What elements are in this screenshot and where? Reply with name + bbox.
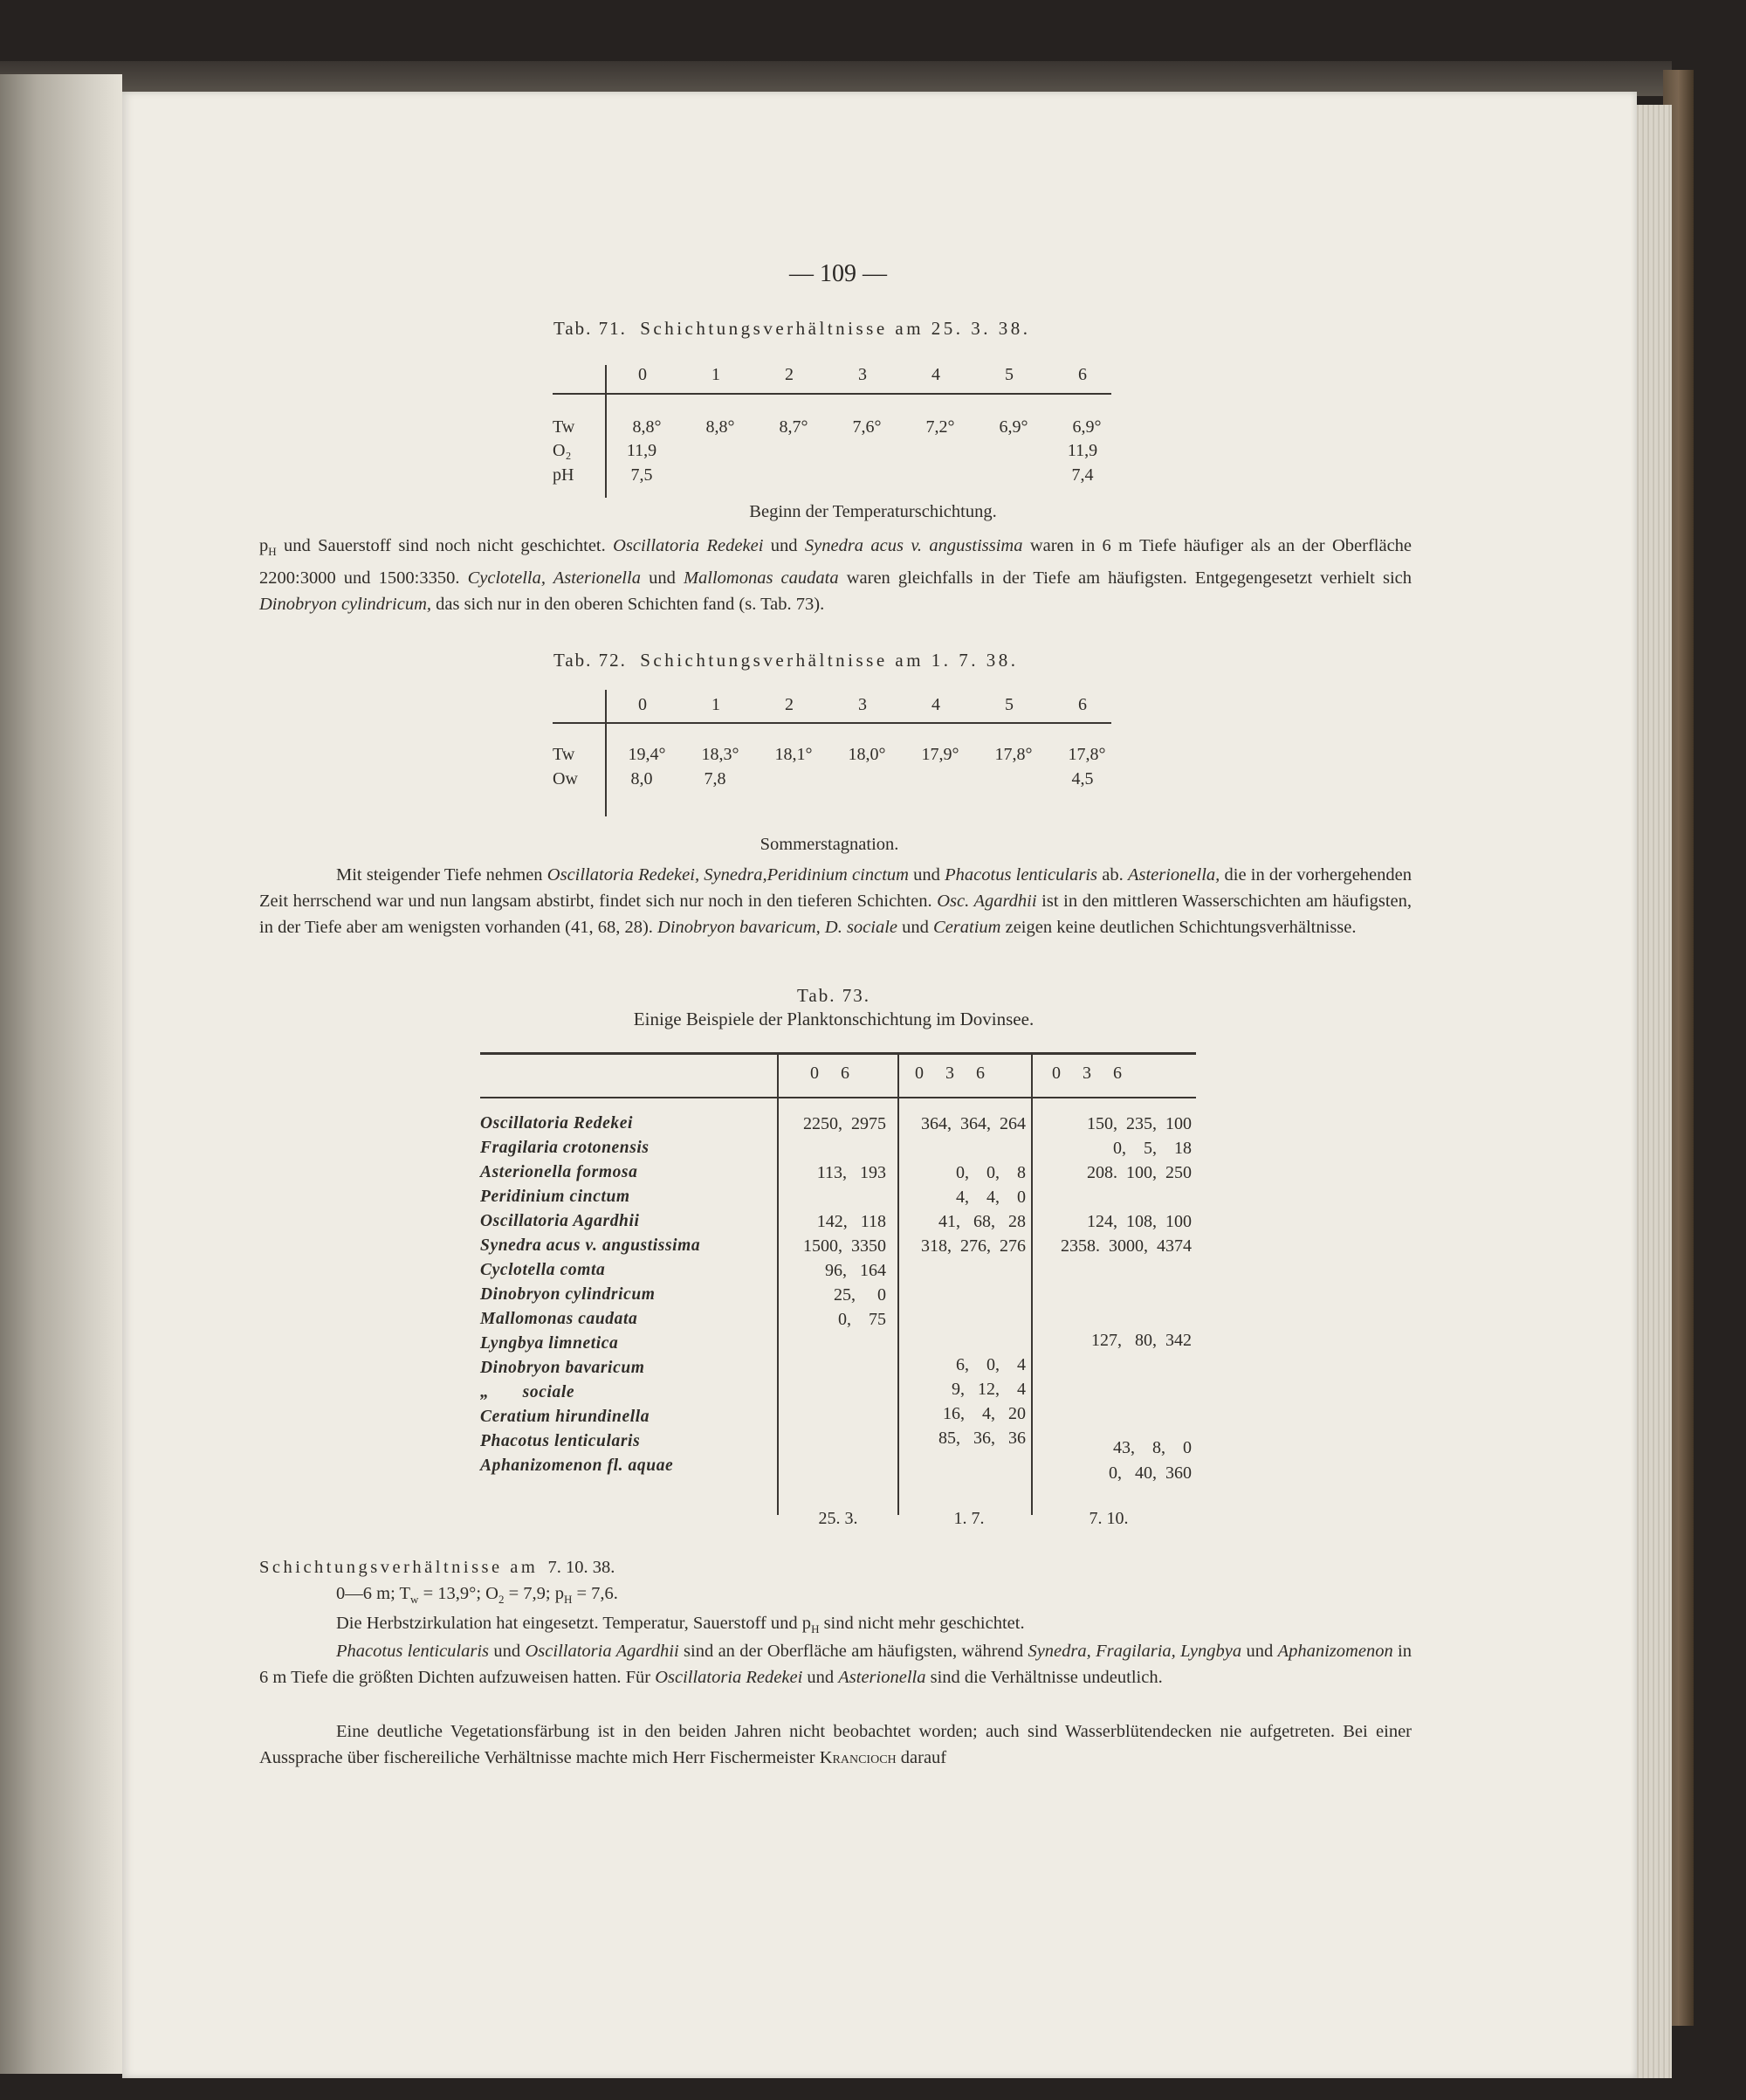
tab72-hline [553,722,1111,724]
text: sind an der Oberfläche am häufigsten, während [678,1642,1028,1661]
tab73-value: 1500, 3350 [803,1236,886,1256]
text: Die Herbstzirkulation hat eingesetzt. Temperatur, Sauerstoff und p [336,1614,812,1633]
tab73-species: Dinobryon bavaricum [480,1359,645,1377]
text: p [259,536,269,555]
tab73-species: Asterionella formosa [480,1163,638,1181]
tab73-species: Dinobryon cylindricum [480,1285,656,1304]
tab71-caption: Beginn der Temperaturschichtung. [749,502,997,521]
tab73-footer-date: 7. 10. [1089,1509,1129,1528]
tab72-cell: 17,8° [1068,745,1106,764]
text: sind die Verhältnisse undeutlich. [925,1668,1163,1687]
tab73-value: 208. 100, 250 [1087,1163,1192,1182]
text: Schichtungsverhältnisse am [259,1558,539,1577]
tab71-col-0: 0 [638,365,647,384]
tab72-col-2: 2 [785,695,794,714]
tab73-footer-date: 25. 3. [818,1509,858,1528]
tab73-vline-1 [777,1055,779,1515]
section-heading [259,1558,615,1578]
paragraph-5 [259,1718,1412,1771]
tab73-subtitle: Einige Beispiele der Planktonschichtung im Dovinsee. [633,1009,1035,1029]
tab71-cell: 7,6° [852,417,882,437]
species-name: Synedra acus v. angustissima [804,536,1023,555]
tab71-cell: 8,8° [705,417,735,437]
tab71-cell: 7,2° [925,417,955,437]
measurements-line [336,1584,618,1607]
tab73-species: „ sociale [480,1383,575,1401]
text: = 13,9°; O [418,1584,498,1603]
paragraph-4 [259,1638,1412,1690]
text: H [563,1593,573,1607]
tab72-col-1: 1 [711,695,720,714]
tab73-value: 0, 40, 360 [1109,1463,1192,1483]
tab72-row-label: Ow [553,769,578,788]
tab71-vline [605,365,607,498]
tab71-cell: 6,9° [1072,417,1102,437]
text: ist in den mittleren Wasserschichten am häufigsten, in der Tiefe aber am wenigsten vorhanden (41, 68, 28). [259,892,1412,937]
tab72-label: Tab. 72. [553,650,627,671]
tab73-header-rule [480,1097,1196,1098]
tab72-heading: Schichtungsverhältnisse am 1. 7. 38. [640,650,1019,671]
tab73-species: Oscillatoria Redekei [480,1114,634,1133]
tab72-col-3: 3 [858,695,867,714]
tab71-heading: Schichtungsverhältnisse am 25. 3. 38. [640,318,1031,339]
tab73-value: 127, 80, 342 [1091,1331,1192,1350]
tab71-col-3: 3 [858,365,867,384]
page-number: — 109 — [789,260,887,287]
text: und [802,1668,839,1687]
species-name: Dinobryon cylindricum, [259,595,431,615]
tab71-cell: 6,9° [999,417,1028,437]
tab73-value: 2358. 3000, 4374 [1061,1236,1192,1256]
text: und [908,865,945,885]
tab72-vline [605,690,607,816]
tab73-value: 41, 68, 28 [938,1212,1026,1231]
species-name: Mallomonas caudata [683,568,839,589]
text: 7. 10. 38. [547,1558,615,1577]
tab73-header-g3: 0 3 6 [1052,1064,1123,1083]
tab73-species: Phacotus lenticularis [480,1432,641,1450]
tab73-value: 9, 12, 4 [952,1380,1026,1399]
tab73-value: 43, 8, 0 [1113,1438,1192,1457]
tab72-title [553,650,1019,671]
person-name: Krancioch [819,1748,897,1767]
text: Mit steigender Tiefe nehmen [336,865,547,885]
tab73-value: 318, 276, 276 [921,1236,1026,1256]
tab72-row-label: Tw [553,745,575,764]
text: und [1241,1642,1278,1661]
text: = 7,6. [572,1584,618,1603]
tab71-cell: 11,9 [626,441,657,460]
tab73-value: 124, 108, 100 [1087,1212,1192,1231]
text: = 7,9; p [504,1584,564,1603]
text: und [897,918,934,937]
text: in 6 m Tiefe die größten Dichten aufzuweisen hatten. Für [259,1642,1413,1687]
text: die in der vorhergehenden Zeit herrschend war und nun langsam abstirbt, findet sich nur noch in den tieferen Schichten. [259,865,1412,911]
text: H [268,545,277,559]
tab72-cell: 18,0° [848,745,886,764]
species-name: Ceratium [933,918,1001,937]
tab73-species: Synedra acus v. angustissima [480,1236,701,1255]
tab71-cell: 7,4 [1071,465,1094,485]
species-name: Cyclotella, Asterionella [467,568,641,589]
tab73-value: 6, 0, 4 [956,1355,1026,1374]
tab72-cell: 4,5 [1071,769,1094,788]
species-name: Oscillatoria Redekei [613,536,764,555]
paragraph-1 [259,533,1412,617]
tab71-col-6: 6 [1078,365,1087,384]
tab72-cell: 18,1° [774,745,813,764]
tab71-cell: 8,8° [632,417,662,437]
tab73-value: 25, 0 [834,1285,886,1305]
tab72-cell: 17,8° [994,745,1033,764]
tab73-species: Cyclotella comta [480,1261,606,1279]
tab71-cell: 11,9 [1067,441,1098,460]
text: 0—6 m; T [336,1584,411,1603]
tab73-value: 150, 235, 100 [1087,1114,1192,1133]
text: sind nicht mehr geschichtet. [819,1614,1025,1633]
tab73-value: 0, 75 [838,1310,886,1329]
paragraph-2 [259,862,1412,940]
book-page [122,92,1637,2078]
tab71-label: Tab. 71. [553,318,627,339]
text: und [640,568,684,589]
text: zeigen keine deutlichen Schichtungsverhältnisse. [1000,918,1357,937]
tab73-value: 2250, 2975 [803,1114,886,1133]
species-name: Aphanizomenon [1277,1642,1393,1661]
species-name: Synedra, Fragilaria, Lyngbya [1028,1642,1242,1661]
tab73-value: 0, 5, 18 [1113,1139,1192,1158]
species-name: Asterionella [838,1668,926,1687]
tab72-cell: 8,0 [630,769,653,788]
tab73-value: 4, 4, 0 [956,1188,1026,1207]
tab71-cell: 7,5 [630,465,653,485]
tab73-species: Aphanizomenon fl. aquae [480,1456,674,1475]
tab72-cell: 7,8 [704,769,726,788]
text: und [489,1642,526,1661]
tab73-species: Fragilaria crotonensis [480,1139,650,1157]
tab73-species: Lyngbya limnetica [480,1334,619,1353]
tab73-title: Tab. 73. [797,985,870,1006]
tab71-row-label: O₂ [553,441,572,460]
tab72-col-6: 6 [1078,695,1087,714]
tab73-value: 16, 4, 20 [943,1404,1026,1423]
text: das sich nur in den oberen Schichten fand (s. Tab. 73). [431,595,825,615]
text: w [410,1593,419,1607]
tab72-caption: Sommerstagnation. [760,835,899,854]
tab73-footer-date: 1. 7. [953,1509,985,1528]
tab71-cell: 8,7° [779,417,808,437]
species-name: Asterionella, [1127,865,1220,885]
text: und [763,536,805,555]
book-cover-top [0,61,1672,96]
species-name: Osc. Agardhii [937,892,1037,911]
text: waren in 6 m Tiefe häufiger als an der Oberfläche 2200:3000 und 1500:3350. [259,536,1413,589]
species-name: Oscillatoria Redekei, Synedra,Peridinium cinctum [546,865,909,885]
tab73-header-g1: 0 6 [810,1064,850,1083]
tab71-row-label: Tw [553,417,575,437]
tab71-col-2: 2 [785,365,794,384]
tab73-value: 142, 118 [816,1212,886,1231]
book-spine [0,74,122,2074]
species-name: Dinobryon bavaricum, D. sociale [657,918,898,937]
text: Eine deutliche Vegetationsfärbung ist in den beiden Jahren nicht beobachtet worden; auch sind Wasserblütendecken nie aufgetreten. Bei einer Aussprache über fischereiliche Verhältnisse machte mich Herr Fischermeister [259,1722,1412,1767]
tab73-top-rule [480,1052,1196,1055]
text: ab. [1097,865,1128,885]
tab73-species: Ceratium hirundinella [480,1408,650,1426]
tab71-col-5: 5 [1005,365,1014,384]
text: H [811,1622,820,1636]
tab71-title [553,318,1031,340]
tab72-cell: 17,9° [921,745,959,764]
tab71-hline [553,393,1111,395]
tab73-value: 85, 36, 36 [938,1429,1026,1448]
tab72-cell: 18,3° [701,745,739,764]
tab71-col-1: 1 [711,365,720,384]
species-name: Oscillatoria Agardhii [525,1642,679,1661]
tab73-value: 0, 0, 8 [956,1163,1026,1182]
tab71-row-label: pH [553,465,574,485]
species-name: Phacotus lenticularis [945,865,1098,885]
text: darauf [896,1748,947,1767]
tab73-species: Oscillatoria Agardhii [480,1212,640,1230]
tab72-col-4: 4 [931,695,940,714]
tab73-value: 364, 364, 264 [921,1114,1026,1133]
species-name: Oscillatoria Redekei [655,1668,803,1687]
text: waren gleichfalls in der Tiefe am häufigsten. Entgegengesetzt verhielt sich [838,568,1413,589]
tab73-species: Mallomonas caudata [480,1310,638,1328]
tab73-value: 96, 164 [825,1261,886,1280]
tab72-col-0: 0 [638,695,647,714]
tab73-species: Peridinium cinctum [480,1188,630,1206]
tab71-col-4: 4 [931,365,940,384]
text: 2 [498,1593,505,1607]
species-name: Phacotus lenticularis [336,1642,490,1661]
text: und Sauerstoff sind noch nicht geschichtet. [276,536,614,555]
tab72-col-5: 5 [1005,695,1014,714]
tab73-header-g2: 0 3 6 [915,1064,986,1083]
tab72-cell: 19,4° [628,745,666,764]
tab73-value: 113, 193 [816,1163,886,1182]
